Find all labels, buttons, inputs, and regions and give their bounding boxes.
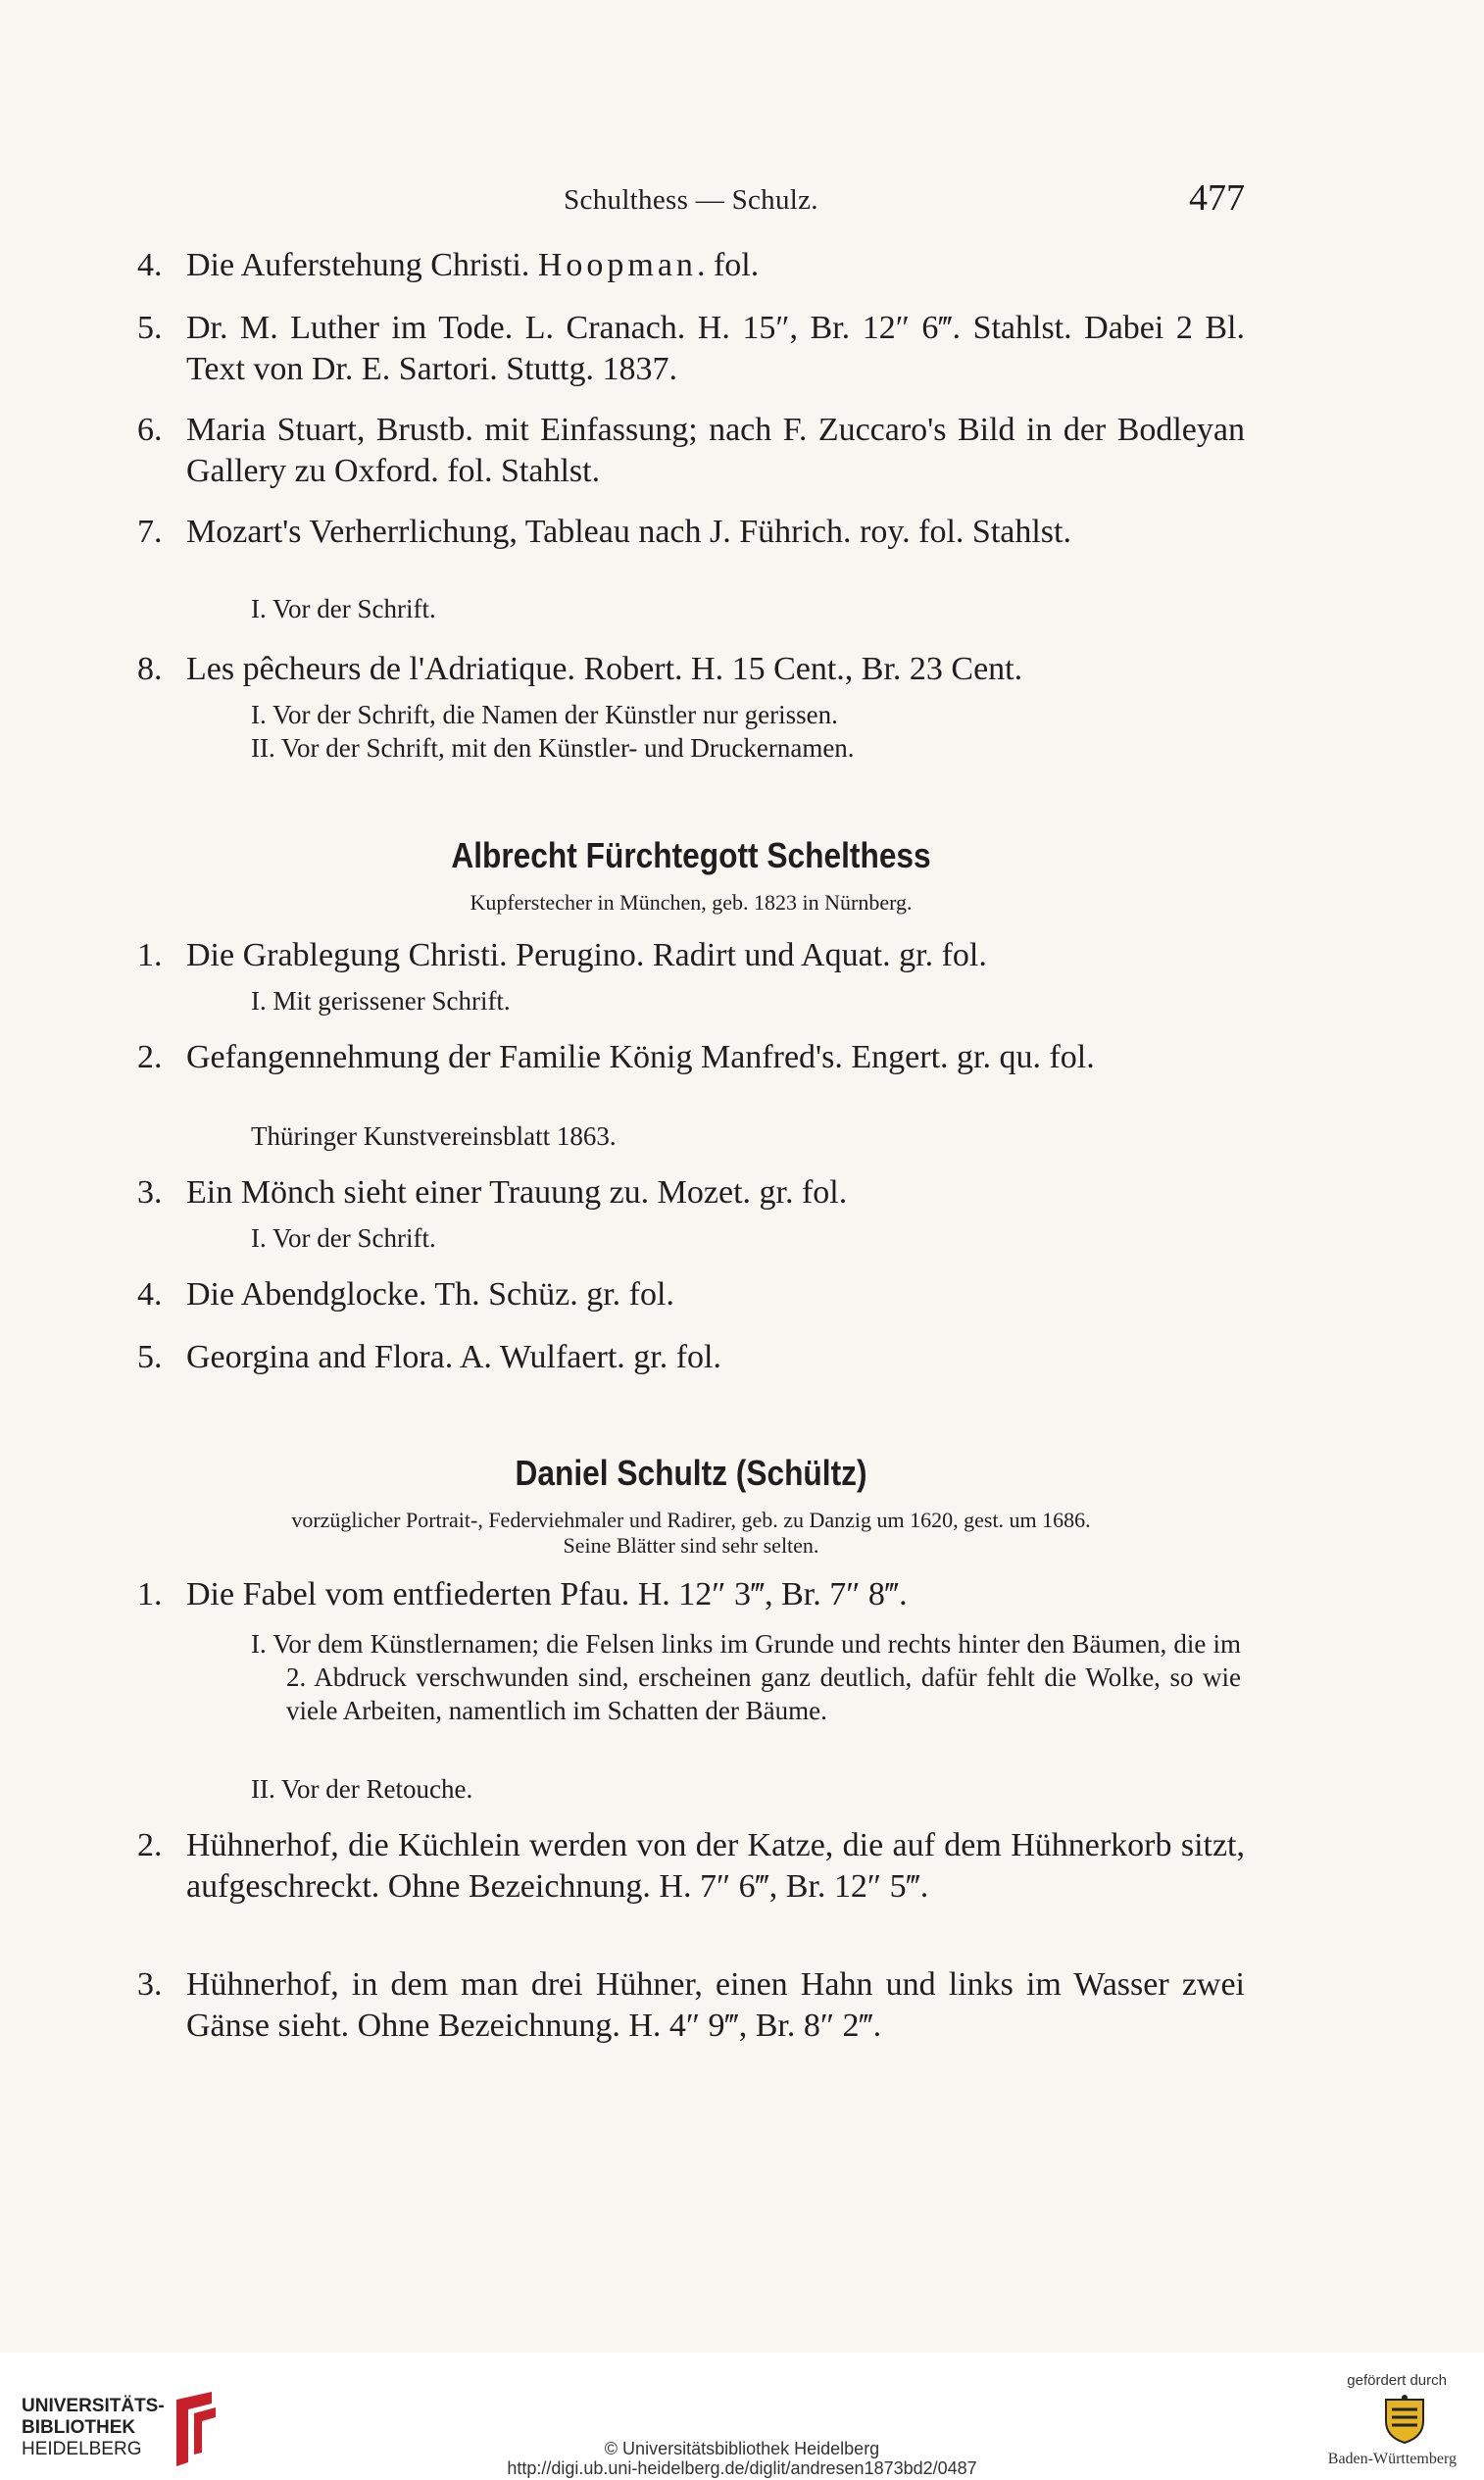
entry-number: 4. bbox=[137, 1276, 163, 1313]
entry-text: Ein Mönch sieht einer Trauung zu. Mozet. gr. fol. bbox=[186, 1174, 848, 1211]
entry-text: Die Abendglocke. Th. Schüz. gr. fol. bbox=[186, 1276, 674, 1313]
page-number: 477 bbox=[1189, 177, 1245, 219]
library-name-line2: BIBLIOTHEK bbox=[22, 2417, 136, 2438]
footer bbox=[0, 2353, 1484, 2480]
entry-text: Dr. M. Luther im Tode. L. Cranach. H. 15″, Br. 12″ 6‴. Stahlst. Dabei 2 Bl. Text von Dr. E. Sartori. Stuttg. 1837. bbox=[186, 310, 1245, 387]
entry-text: Die Fabel vom entfiederten Pfau. H. 12″ 3‴, Br. 7″ 8‴. bbox=[186, 1576, 908, 1612]
library-name-line1: UNIVERSITÄTS- bbox=[22, 2396, 165, 2416]
state-line: I. Mit gerissener Schrift. bbox=[251, 986, 511, 1016]
entry-1 bbox=[137, 1574, 1245, 1615]
entry-text: Georgina and Flora. A. Wulfaert. gr. fol. bbox=[186, 1339, 721, 1375]
coat-of-arms-icon bbox=[1382, 2394, 1427, 2445]
sponsor-label: gefördert durch bbox=[1347, 2372, 1447, 2389]
entry-8 bbox=[137, 649, 1245, 690]
entry-number: 1. bbox=[137, 1576, 163, 1612]
entry-5 bbox=[137, 308, 1245, 390]
running-head bbox=[137, 176, 1245, 225]
entry-4 bbox=[137, 1274, 1245, 1315]
artist-description-note: Seine Blätter sind sehr selten. bbox=[563, 1533, 819, 1558]
state-line: II. Vor der Retouche. bbox=[251, 1774, 473, 1804]
entry-text: Die Grablegung Christi. Perugino. Radirt und Aquat. gr. fol. bbox=[186, 937, 987, 973]
library-name-line3: HEIDELBERG bbox=[22, 2439, 142, 2459]
artist-description: Kupferstecher in München, geb. 1823 in Nürnberg. bbox=[470, 890, 913, 915]
running-title: Schulthess — Schulz. bbox=[564, 184, 818, 216]
entry-number: 3. bbox=[137, 1174, 163, 1211]
state-block bbox=[251, 1627, 1241, 1727]
entry-number: 2. bbox=[137, 1039, 163, 1075]
entry-number: 5. bbox=[137, 1339, 163, 1375]
state-line: I. Vor der Schrift. bbox=[251, 1223, 436, 1253]
state-line: I. Vor der Schrift. bbox=[251, 594, 436, 623]
entry-1 bbox=[137, 935, 1245, 976]
entry-number: 4. bbox=[137, 247, 163, 283]
copyright-notice: © Universitätsbibliothek Heidelberg bbox=[604, 2439, 880, 2458]
sponsor-name: Baden-Württemberg bbox=[1327, 2451, 1457, 2467]
entry-number: 8. bbox=[137, 651, 163, 687]
entry-5 bbox=[137, 1337, 1245, 1378]
state-line: Thüringer Kunstvereinsblatt 1863. bbox=[251, 1121, 617, 1151]
state-line: I. Vor der Schrift, die Namen der Künstler nur gerissen. bbox=[251, 700, 838, 729]
entry-6 bbox=[137, 410, 1245, 492]
entry-text: Gefangennehmung der Familie König Manfred's. Engert. gr. qu. fol. bbox=[186, 1039, 1095, 1075]
entry-3 bbox=[137, 1964, 1245, 2047]
artist-heading: Albrecht Fürchtegott Schelthess bbox=[451, 835, 931, 875]
entry-text: Maria Stuart, Brustb. mit Einfassung; nach F. Zuccaro's Bild in der Bodleyan Gallery zu Oxford. fol. Stahlst. bbox=[186, 412, 1245, 489]
entry-number: 5. bbox=[137, 310, 163, 346]
source-url[interactable]: http://digi.ub.uni-heidelberg.de/diglit/andresen1873bd2/0487 bbox=[507, 2458, 977, 2478]
entry-7 bbox=[137, 512, 1245, 553]
entry-number: 7. bbox=[137, 514, 163, 550]
state-line: II. Vor der Schrift, mit den Künstler- und Druckernamen. bbox=[251, 733, 855, 763]
entry-text: Hühnerhof, in dem man drei Hühner, einen Hahn und links im Wasser zwei Gänse sieht. Ohne Bezeichnung. H. 4″ 9‴, Br. 8″ 2‴. bbox=[186, 1966, 1245, 2044]
entry-text: Hühnerhof, die Küchlein werden von der Katze, die auf dem Hühnerkorb sitzt, aufgeschreckt. Ohne Bezeichnung. H. 7″ 6‴, Br. 12″ 5‴. bbox=[186, 1827, 1245, 1905]
entry-text: Die Auferstehung Christi. Hoopman. fol. bbox=[186, 247, 760, 283]
entry-2 bbox=[137, 1037, 1245, 1078]
entry-number: 6. bbox=[137, 412, 163, 448]
entry-3 bbox=[137, 1172, 1245, 1214]
entry-text: Mozart's Verherrlichung, Tableau nach J. Führich. roy. fol. Stahlst. bbox=[186, 514, 1071, 550]
entry-2 bbox=[137, 1825, 1245, 1908]
entry-number: 2. bbox=[137, 1827, 163, 1863]
state-line: I. Vor dem Künstlernamen; die Felsen links im Grunde und rechts hinter den Bäumen, die im 2. Abdruck verschwunden sind, erscheinen ganz deutlich, dafür fehlt die Wolke, so wie viele Arbeiten, namentlich im Schatten der Bäume. bbox=[251, 1629, 1241, 1725]
artist-heading: Daniel Schultz (Schültz) bbox=[515, 1453, 867, 1493]
entry-4 bbox=[137, 245, 1245, 286]
entry-number: 3. bbox=[137, 1966, 163, 2003]
entry-text: Les pêcheurs de l'Adriatique. Robert. H. 15 Cent., Br. 23 Cent. bbox=[186, 651, 1023, 687]
artist-description: vorzüglicher Portrait-, Federviehmaler und Radirer, geb. zu Danzig um 1620, gest. um 1686. bbox=[291, 1508, 1091, 1532]
entry-number: 1. bbox=[137, 937, 163, 973]
